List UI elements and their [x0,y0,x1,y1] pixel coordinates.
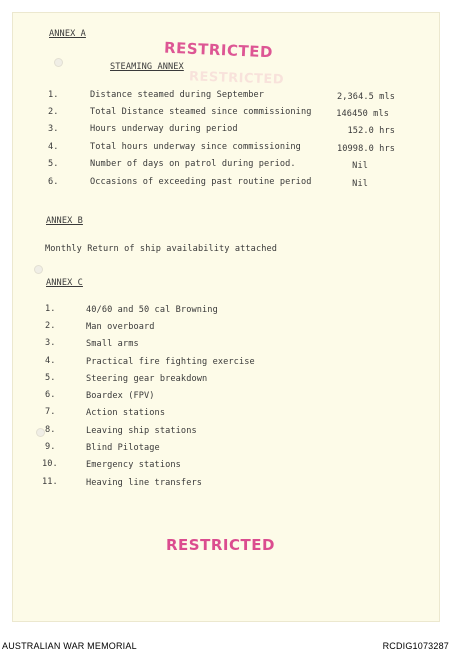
list-item: Blind Pilotage [86,443,160,453]
annex-a-heading: ANNEX A [49,29,86,39]
list-item-number: 8. [45,425,56,435]
row-label: Total Distance steamed since commissioning [90,107,312,117]
list-item: Man overboard [86,322,155,332]
list-item: Emergency stations [86,460,181,470]
list-item-number: 6. [45,390,56,400]
row-number: 6. [48,177,59,187]
list-item: Heaving line transfers [86,478,203,488]
list-item-number: 3. [45,338,56,348]
list-item: 40/60 and 50 cal Browning [86,305,218,315]
list-item-number: 10. [42,459,58,469]
row-label: Total hours underway since commissioning [90,142,301,152]
row-label: Hours underway during period [90,124,238,134]
list-item-number: 5. [45,373,56,383]
list-item-number: 11. [42,477,58,487]
document-page [13,13,439,621]
annex-c-heading: ANNEX C [46,278,83,288]
list-item: Action stations [86,408,166,418]
row-label: Distance steamed during September [90,90,265,100]
row-value: 152.0 hrs [347,126,395,136]
restricted-stamp-bottom: RESTRICTED [166,536,275,554]
punch-hole [37,429,44,436]
list-item: Small arms [86,339,139,349]
row-number: 5. [48,159,59,169]
list-item-number: 4. [45,356,56,366]
list-item: Steering gear breakdown [86,374,208,384]
annex-b-text: Monthly Return of ship availability attached [45,244,278,254]
archive-credit: AUSTRALIAN WAR MEMORIAL [2,641,137,651]
list-item: Practical fire fighting exercise [86,357,255,367]
punch-hole [35,266,42,273]
row-number: 1. [48,90,59,100]
record-id: RCDIG1073287 [382,641,449,651]
row-number: 3. [48,124,59,134]
list-item-number: 2. [45,321,56,331]
list-item: Leaving ship stations [86,426,197,436]
row-value: 2,364.5 mls [336,92,395,102]
list-item-number: 7. [45,407,56,417]
restricted-stamp: RESTRICTED [163,38,274,62]
row-value: 146450 mls [336,109,389,119]
steaming-annex-subheading: STEAMING ANNEX [110,62,184,72]
punch-hole [55,59,62,66]
list-item: Boardex (FPV) [86,391,155,401]
row-label: Number of days on patrol during period. [90,159,296,169]
row-value: Nil [352,161,368,171]
list-item-number: 1. [45,304,56,314]
row-value: Nil [352,179,368,189]
stamp-bleed: RESTRICTED [188,69,285,88]
row-number: 2. [48,107,59,117]
row-label: Occasions of exceeding past routine period [90,177,312,187]
annex-b-heading: ANNEX B [46,216,83,226]
row-number: 4. [48,142,59,152]
list-item-number: 9. [45,442,56,452]
row-value: 10998.0 hrs [336,144,395,154]
